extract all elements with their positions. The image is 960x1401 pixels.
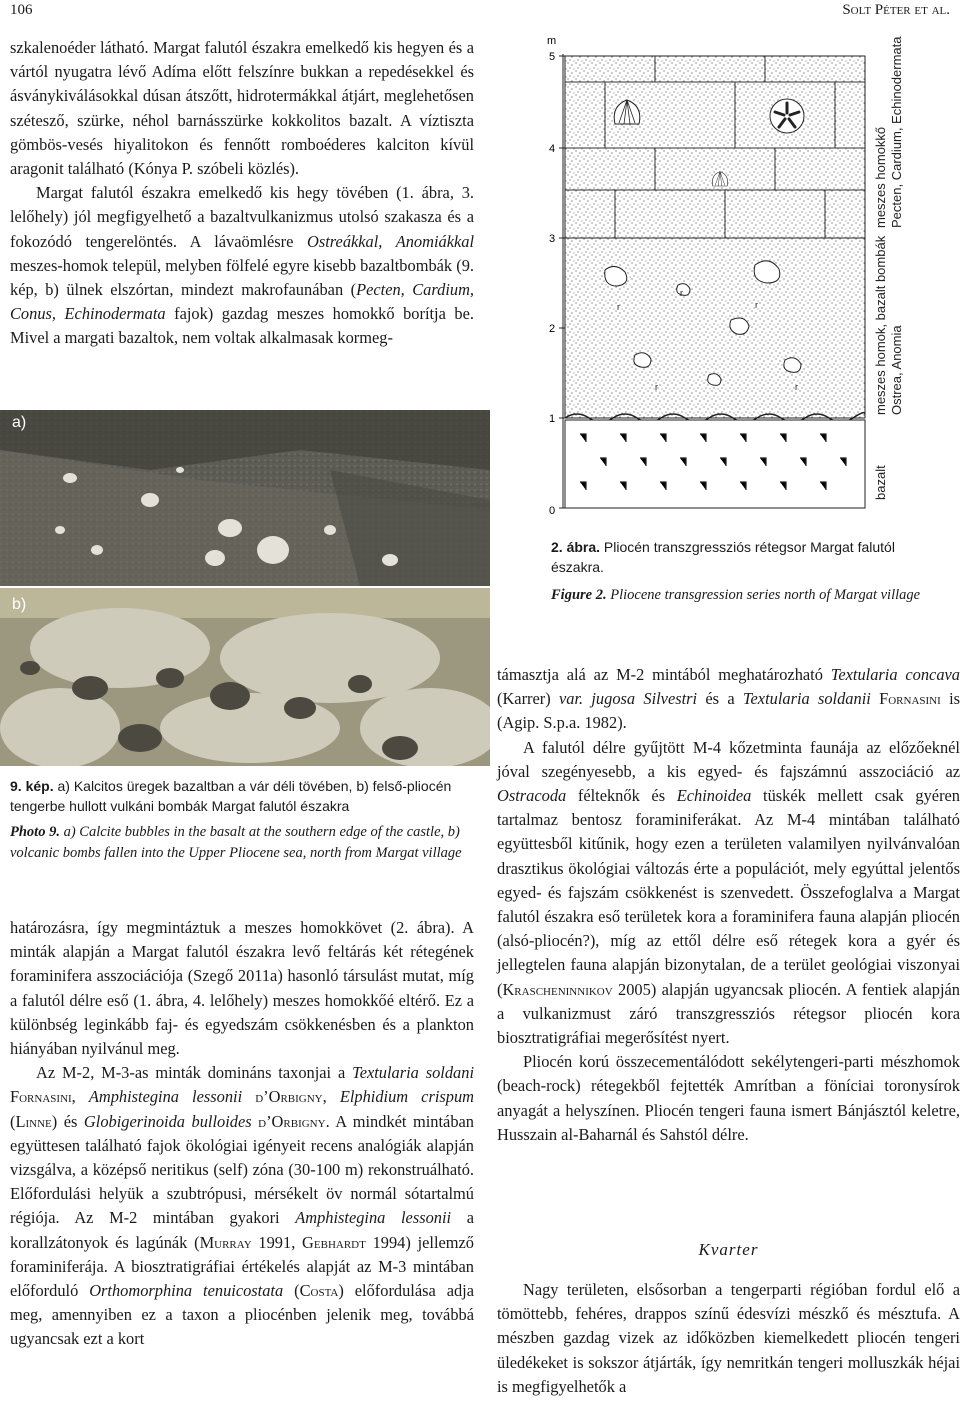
tick-label-4: 4 xyxy=(549,143,556,155)
paragraph: A falutól délre gyűjtött M-4 kőzetminta faunája az előzőeknél jóval szegényesebb, a kis egyed- és fajszámnú asszociáció az Ostracoda félteknők és Echinoidea tüskék mellett csak gyéren tartalmaz bentosz foraminiferákat. Az M-4 mintában található együttesből kitűnik, hogy ezen a területen valamilyen nyilvánvalóan drasztikus ökológiai változás érte a populációt, mely egyúttal jelentős egyed- és fajszám csökkenést is szenvedett. Összefoglalva a Margat falutól északra eső területek kora a foraminifera fauna alapján pliocén (alsó-pliocén?), míg az ettől délre eső rétegek kora a gyér és jellegtelen fauna alapján bizonytalan, de a terület geológiai viszonyai (Krascheninnikov 2005) alapján ugyancsak pliocén. A fentiek alapján a vulkanizmust záró transzgressziós rétegsor pliocén kora biosztratigráfiai megerősítést nyert. xyxy=(497,737,960,1048)
page-number: 106 xyxy=(10,2,33,18)
svg-text:r: r xyxy=(617,302,620,312)
figure-caption-en: Figure 2. Pliocene transgression series north of Margat village xyxy=(551,587,921,603)
axis-unit: m xyxy=(547,35,557,47)
tick-label-3: 3 xyxy=(549,233,556,245)
photo-b-volcanic-bombs xyxy=(0,588,490,766)
column-1-top-text xyxy=(10,36,474,351)
figure-caption xyxy=(551,537,951,606)
column-2-bottom-text xyxy=(497,1278,960,1399)
photo-b-label: b) xyxy=(12,596,27,613)
running-header xyxy=(0,0,960,20)
paragraph: szkalenoéder látható. Margat falutól északra emelkedő kis hegyen és a vártól nyugatra lévő Adíma előtt felszínre bukkan a repedésekkel és ásványkiválásokkal dúsan átszőtt, hidrotermákkal átjárt, meglehetősen szétesző, szürke, néhol barnásszürke kokkolitos bazalt. A víztiszta gömbös-vesés hiyalitokon és fennőtt romboéderes kalciton kívül aragonit található (Kónya P. szóbeli közlés). xyxy=(10,38,474,179)
photo-a-label: a) xyxy=(12,414,27,431)
tick-label-5: 5 xyxy=(549,51,556,63)
tick-label-1: 1 xyxy=(549,413,556,425)
calcareous-sand-layer xyxy=(565,238,865,418)
tick-label-2: 2 xyxy=(549,323,556,335)
label-sandstone-fauna: Pecten, Cardium, Echinodermata xyxy=(889,36,904,228)
figure-caption-hu: 2. ábra. Pliocén transzgressziós rétegsor Margat falutól északra. xyxy=(551,539,895,575)
photo-caption-hu: 9. kép. a) Kalcitos üregek bazaltban a vár déli tövében, b) felső-pliocén tengerbe hullott vulkáni bombák Margat falutól északra xyxy=(10,778,452,814)
label-sand-bombs: meszes homok, bazalt bombák xyxy=(873,235,888,415)
paragraph: Margat falutól északra emelkedő kis hegy tövében (1. ábra, 3. lelőhely) jól megfigyelhető a bazaltvulkanizmus utolsó szakasza és a fokozódó tengerelöntés. A lávaömlésre Ostreákkal, Anomiákkal meszes-homok települ, melyben fölfelé egyre kisebb bazaltbombák (9. kép, b) ülnek elszórtan, mindezt makrofaunában (Pecten, Cardium, Conus, Echinodermata fajok) gazdag meszes homokkő borítja be. Mivel a margati bazaltok, nem voltak alkalmasak kormeg- xyxy=(10,183,475,348)
sandstone-layer xyxy=(565,56,865,238)
paragraph: Nagy területen, elsősorban a tengerparti régióban fordul elő a tömöttebb, fehéres, drappos színű édesvízi mészkő és mésztufa. A mészben gazdag vizek az időközben kiemelkedett pliocén tengeri üledékeket is sokszor átjárták, így nemritkán tengeri molluszkák héjai is megfigyelhetők a xyxy=(497,1280,960,1396)
column-2-text xyxy=(497,663,960,1147)
photo-a-calcite-bubbles xyxy=(0,410,490,586)
svg-text:r: r xyxy=(755,300,758,310)
stratigraphic-section-diagram xyxy=(535,30,955,520)
paragraph: határozásra, így megmintáztuk a meszes homokkövet (2. ábra). A minták alapján a Margat falutól északra levő feltárás két rétegének foraminifera asszociációja (Szegő 2011a) hasonló társulást mutat, míg a falutól délre eső (1. ábra, 4. lelőhely) meszes homokkőé eltérő. Ez a különbség leginkább faj- és egyedszám csökkenésben és a plankton hiányában nyilvánul meg. xyxy=(10,918,474,1059)
svg-text:r: r xyxy=(655,382,658,392)
paragraph: Az M-2, M-3-as minták domináns taxonjai a Textularia soldani Fornasini, Amphistegina lessonii d’Orbigny, Elphidium crispum (Linne) és Globigerinoida bulloides d’Orbigny. A mindkét mintában együttesen található fajok ökológiai igényeit recens analógiák alapján vizsgálva, a középső neritikus (self) zóna (30-100 m) rekonstruálható. Előfordulási helyük a szubtrópusi, mérsékelt öv normál sótartalmú régiója. Az M-2 mintában gyakori Amphistegina lessonii a korallzátonyok és lagúnák (Murray 1991, Gebhardt 1994) jellemző foraminiferája. A biosztratigráfiai értékelés alapját az M-3 mintában előforduló Orthomorphina tenuicostata (Costa) előfordulása adja meg, amennyiben ez a taxon a pliocénben jelenik meg, továbbá ugyancsak ezt a kort xyxy=(10,1063,475,1349)
photo-caption-en: Photo 9. a) Calcite bubbles in the basalt at the southern edge of the castle, b) volcanic bombs fallen into the Upper Pliocene sea, north from Margat village xyxy=(10,824,462,861)
section-heading-kvarter: Kvarter xyxy=(698,1240,759,1259)
running-authors: Solt Péter et al. xyxy=(842,2,950,18)
label-sand-fauna: Ostrea, Anomia xyxy=(889,325,904,415)
svg-text:r: r xyxy=(680,288,683,298)
tick-label-0: 0 xyxy=(549,505,556,517)
paragraph: támasztja alá az M-2 mintából meghatározható Textularia concava (Karrer) var. jugosa Silvestri és a Textularia soldanii Fornasini is (Agip. S.p.a. 1982). xyxy=(497,665,960,733)
echinoderm-icon xyxy=(770,99,804,133)
column-1-bottom-text xyxy=(10,916,474,1352)
photo-caption xyxy=(10,776,480,864)
basalt-layer xyxy=(565,420,865,508)
label-sandstone: meszes homokkő xyxy=(873,126,888,228)
svg-text:r: r xyxy=(795,382,798,392)
label-basalt: bazalt xyxy=(873,465,888,500)
paragraph: Pliocén korú összecementálódott sekélytengeri-parti mészhomok (beach-rock) rétegekből fejtették Amrítban a föníciai toronysírok anyagát a helyszínen. Pliocén tengeri fauna ismert Bánjásztól keletre, Husszain al-Baharnál és Sahstól délre. xyxy=(497,1052,960,1144)
